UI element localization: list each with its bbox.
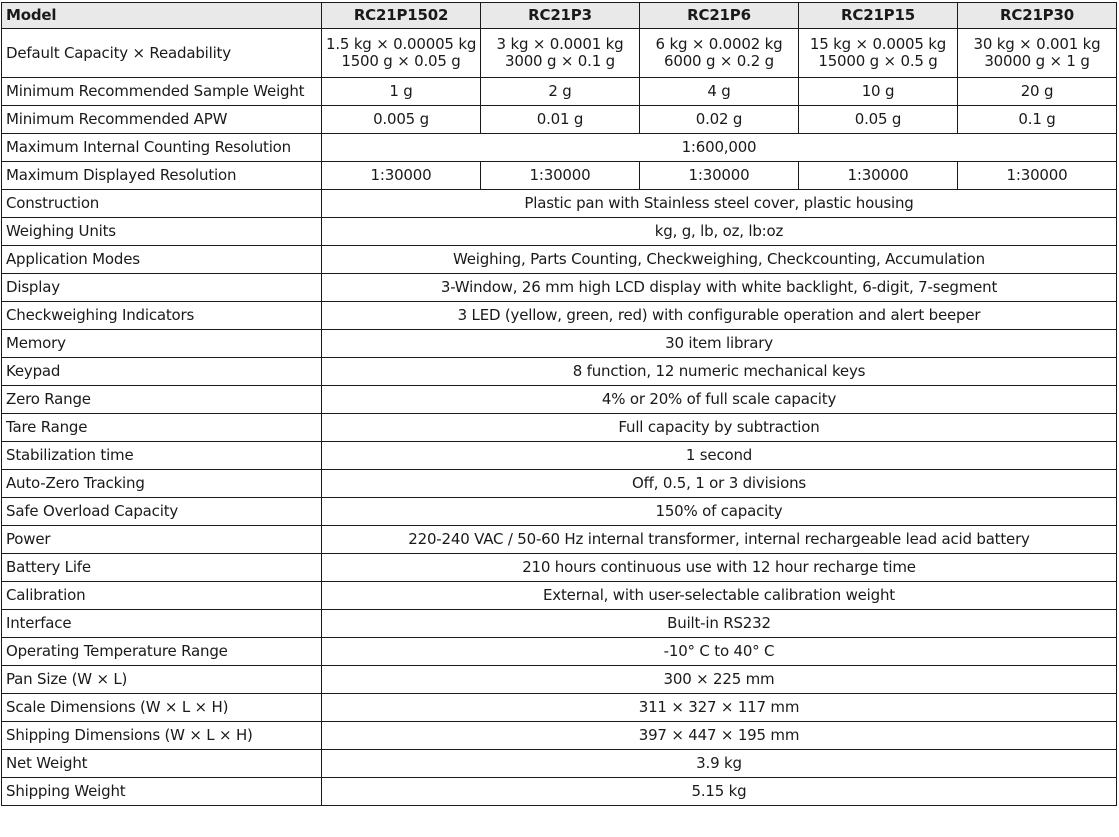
cell-value: 300 × 225 mm [322, 666, 1117, 694]
row-label: Pan Size (W × L) [2, 666, 322, 694]
row-label: Zero Range [2, 386, 322, 414]
cell-value [481, 29, 640, 78]
table-row [2, 722, 1117, 750]
row-label: Application Modes [2, 246, 322, 274]
row-label: Power [2, 526, 322, 554]
cell-value: 1 g [322, 78, 481, 106]
row-label: Maximum Displayed Resolution [2, 162, 322, 190]
row-label: Shipping Dimensions (W × L × H) [2, 722, 322, 750]
cell-value: -10° C to 40° C [322, 638, 1117, 666]
cell-value: External, with user-selectable calibration weight [322, 582, 1117, 610]
header-row [2, 3, 1117, 29]
table-row [2, 190, 1117, 218]
row-label: Keypad [2, 358, 322, 386]
table-row [2, 134, 1117, 162]
cell-value: 30 item library [322, 330, 1117, 358]
cell-value: 311 × 327 × 117 mm [322, 694, 1117, 722]
table-row [2, 638, 1117, 666]
row-label: Default Capacity × Readability [2, 29, 322, 78]
model-column-header: RC21P6 [640, 3, 799, 29]
common-spec-rows [2, 190, 1117, 806]
cell-value: Full capacity by subtraction [322, 414, 1117, 442]
table-row [2, 358, 1117, 386]
cell-value: 3 LED (yellow, green, red) with configurable operation and alert beeper [322, 302, 1117, 330]
table-row [2, 470, 1117, 498]
table-row [2, 554, 1117, 582]
cell-value: 1:30000 [799, 162, 958, 190]
row-label: Minimum Recommended Sample Weight [2, 78, 322, 106]
cell-value: 4% or 20% of full scale capacity [322, 386, 1117, 414]
table-row [2, 582, 1117, 610]
table-row [2, 78, 1117, 106]
cell-value: 5.15 kg [322, 778, 1117, 806]
cell-value [640, 29, 799, 78]
cell-line: 15 kg × 0.0005 kg [809, 35, 947, 53]
cell-value: 1:30000 [958, 162, 1117, 190]
cell-line: 3000 g × 0.1 g [505, 52, 615, 70]
model-column-header: RC21P3 [481, 3, 640, 29]
table-row [2, 750, 1117, 778]
row-label: Shipping Weight [2, 778, 322, 806]
table-row [2, 694, 1117, 722]
cell-line: 1500 g × 0.05 g [341, 52, 461, 70]
cell-value: Built-in RS232 [322, 610, 1117, 638]
cell-line: 6000 g × 0.2 g [664, 52, 774, 70]
row-label: Construction [2, 190, 322, 218]
row-label: Display [2, 274, 322, 302]
table-row [2, 498, 1117, 526]
cell-value [958, 29, 1117, 78]
cell-value: 1 second [322, 442, 1117, 470]
cell-line: 6 kg × 0.0002 kg [655, 35, 783, 53]
row-label: Battery Life [2, 554, 322, 582]
cell-value: Plastic pan with Stainless steel cover, plastic housing [322, 190, 1117, 218]
model-column-header: RC21P1502 [322, 3, 481, 29]
cell-line: 3 kg × 0.0001 kg [496, 35, 624, 53]
cell-value: 1:30000 [481, 162, 640, 190]
table-row [2, 330, 1117, 358]
row-label: Net Weight [2, 750, 322, 778]
row-label: Scale Dimensions (W × L × H) [2, 694, 322, 722]
table-row [2, 778, 1117, 806]
table-row [2, 218, 1117, 246]
row-label: Memory [2, 330, 322, 358]
cell-value: 150% of capacity [322, 498, 1117, 526]
spec-table [1, 2, 1117, 806]
cell-value: 1:30000 [640, 162, 799, 190]
row-label: Weighing Units [2, 218, 322, 246]
row-label: Minimum Recommended APW [2, 106, 322, 134]
row-label: Calibration [2, 582, 322, 610]
cell-value: 8 function, 12 numeric mechanical keys [322, 358, 1117, 386]
cell-value: 0.005 g [322, 106, 481, 134]
cell-value [322, 29, 481, 78]
cell-value: 10 g [799, 78, 958, 106]
row-label: Interface [2, 610, 322, 638]
cell-value: 3.9 kg [322, 750, 1117, 778]
cell-value: 4 g [640, 78, 799, 106]
table-row [2, 302, 1117, 330]
model-header: Model [2, 3, 322, 29]
cell-value: 0.01 g [481, 106, 640, 134]
row-label: Maximum Internal Counting Resolution [2, 134, 322, 162]
cell-line: 1.5 kg × 0.00005 kg [326, 35, 477, 53]
cell-value: 2 g [481, 78, 640, 106]
table-row [2, 29, 1117, 78]
table-row [2, 386, 1117, 414]
table-row [2, 246, 1117, 274]
cell-line: 15000 g × 0.5 g [818, 52, 938, 70]
cell-value [799, 29, 958, 78]
row-label: Stabilization time [2, 442, 322, 470]
row-label: Tare Range [2, 414, 322, 442]
cell-value: 3-Window, 26 mm high LCD display with white backlight, 6-digit, 7-segment [322, 274, 1117, 302]
model-column-header: RC21P30 [958, 3, 1117, 29]
table-row [2, 442, 1117, 470]
cell-value: 1:600,000 [322, 134, 1117, 162]
cell-line: 30 kg × 0.001 kg [973, 35, 1101, 53]
row-label: Auto-Zero Tracking [2, 470, 322, 498]
cell-value: Weighing, Parts Counting, Checkweighing, Checkcounting, Accumulation [322, 246, 1117, 274]
table-row [2, 162, 1117, 190]
table-row [2, 666, 1117, 694]
table-row [2, 526, 1117, 554]
cell-value: 0.02 g [640, 106, 799, 134]
cell-value: 210 hours continuous use with 12 hour recharge time [322, 554, 1117, 582]
cell-value: 220-240 VAC / 50-60 Hz internal transformer, internal rechargeable lead acid battery [322, 526, 1117, 554]
row-label: Operating Temperature Range [2, 638, 322, 666]
table-row [2, 274, 1117, 302]
cell-line: 30000 g × 1 g [984, 52, 1090, 70]
table-row [2, 610, 1117, 638]
model-column-header: RC21P15 [799, 3, 958, 29]
cell-value: 20 g [958, 78, 1117, 106]
cell-value: kg, g, lb, oz, lb:oz [322, 218, 1117, 246]
table-row [2, 106, 1117, 134]
cell-value: Off, 0.5, 1 or 3 divisions [322, 470, 1117, 498]
cell-value: 1:30000 [322, 162, 481, 190]
table-row [2, 414, 1117, 442]
row-label: Checkweighing Indicators [2, 302, 322, 330]
row-label: Safe Overload Capacity [2, 498, 322, 526]
cell-value: 0.1 g [958, 106, 1117, 134]
cell-value: 0.05 g [799, 106, 958, 134]
cell-value: 397 × 447 × 195 mm [322, 722, 1117, 750]
